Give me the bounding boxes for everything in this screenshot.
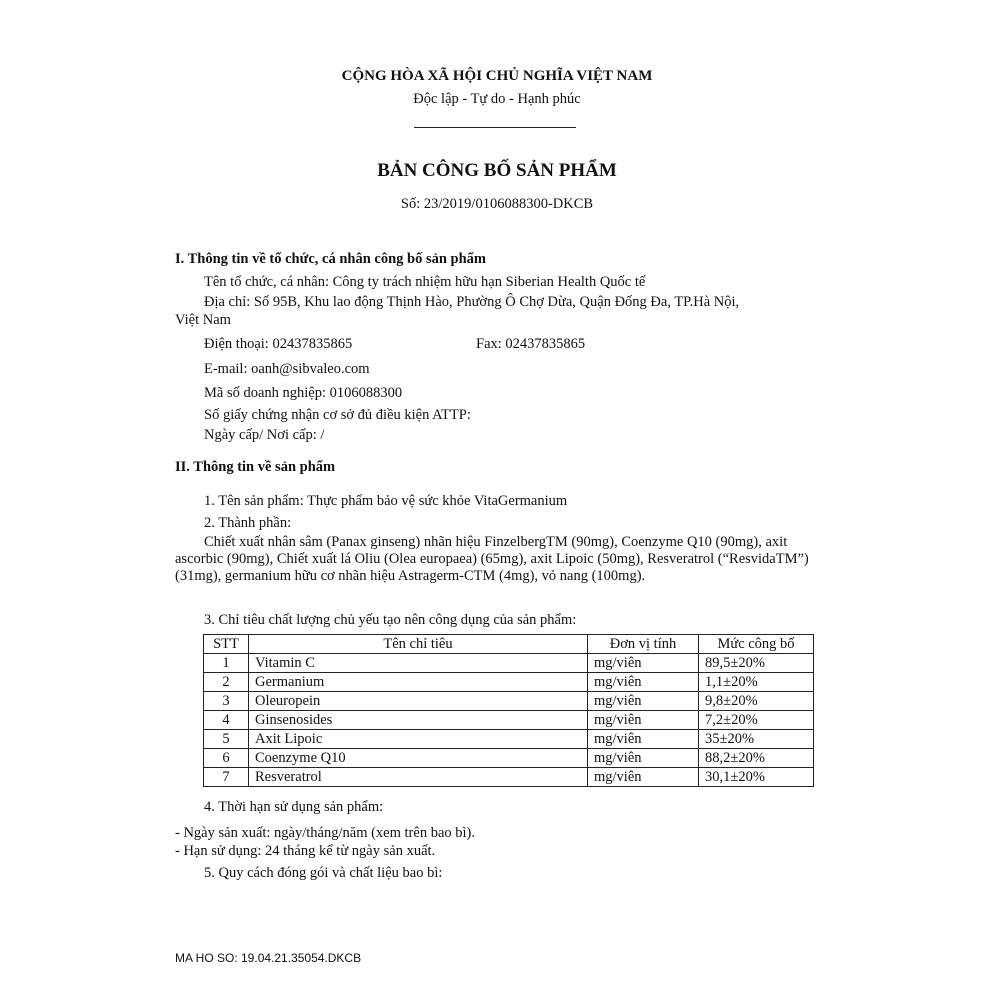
cell-unit: mg/viên [588,730,699,749]
cell-stt: 3 [204,692,249,711]
header-declared-value: Mức công bố [699,635,814,654]
section2-heading: II. Thông tin về sản phẩm [175,459,336,475]
cell-value: 89,5±20% [699,654,814,673]
cell-value: 7,2±20% [699,711,814,730]
cell-stt: 6 [204,749,249,768]
header-criterion: Tên chỉ tiêu [249,635,588,654]
table-row [204,768,814,787]
fax: Fax: 02437835865 [476,336,586,352]
phone: Điện thoại: 02437835865 [204,336,353,352]
document-title: BẢN CÔNG BỐ SẢN PHẨM [377,160,617,181]
cell-value: 30,1±20% [699,768,814,787]
cell-criterion: Axit Lipoic [249,730,588,749]
cell-value: 9,8±20% [699,692,814,711]
product-name: 1. Tên sản phẩm: Thực phẩm bảo vệ sức khỏe VitaGermanium [204,493,568,509]
cell-unit: mg/viên [588,654,699,673]
table-row [204,692,814,711]
expiry-period: - Hạn sử dụng: 24 tháng kể từ ngày sản xuất. [175,843,436,859]
section1-heading: I. Thông tin về tổ chức, cá nhân công bố sản phẩm [175,251,486,267]
issue-date-place: Ngày cấp/ Nơi cấp: / [204,427,325,443]
cell-criterion: Resveratrol [249,768,588,787]
cell-value: 35±20% [699,730,814,749]
cell-stt: 7 [204,768,249,787]
quality-table [203,634,814,787]
cell-criterion: Oleuropein [249,692,588,711]
national-motto: Độc lập - Tự do - Hạnh phúc [413,91,581,107]
cell-stt: 2 [204,673,249,692]
cell-criterion: Vitamin C [249,654,588,673]
cell-criterion: Coenzyme Q10 [249,749,588,768]
cell-stt: 4 [204,711,249,730]
quality-criteria-label: 3. Chỉ tiêu chất lượng chủ yếu tạo nên công dụng của sản phẩm: [204,612,577,628]
address-line-1: Địa chỉ: Số 95B, Khu lao động Thịnh Hào, Phường Ô Chợ Dừa, Quận Đống Đa, TP.Hà Nội, [204,294,740,310]
document-number: Số: 23/2019/0106088300-DKCB [400,196,594,212]
atp-certificate: Số giấy chứng nhận cơ sở đủ điều kiện ATTP: [204,407,471,423]
ingredients-label: 2. Thành phần: [204,515,292,531]
address-line-2: Việt Nam [175,312,231,328]
business-code: Mã số doanh nghiệp: 0106088300 [204,385,403,401]
email: E-mail: oanh@sibvaleo.com [204,361,370,377]
cell-stt: 1 [204,654,249,673]
cell-stt: 5 [204,730,249,749]
table-row [204,749,814,768]
cell-unit: mg/viên [588,749,699,768]
record-number: MA HO SO: 19.04.21.35054.DKCB [175,951,362,965]
cell-criterion: Germanium [249,673,588,692]
cell-criterion: Ginsenosides [249,711,588,730]
manufacture-date: - Ngày sản xuất: ngày/tháng/năm (xem trên bao bì). [175,825,475,841]
org-name: Tên tổ chức, cá nhân: Công ty trách nhiệm hữu hạn Siberian Health Quốc tế [204,274,646,290]
ingredients-text: Chiết xuất nhân sâm (Panax ginseng) nhãn hiệu FinzelbergTM (90mg), Coenzyme Q10 (90mg), axit ascorbic (90mg), Chiết xuất lá Oliu (Olea europaea) (65mg), axit Lipoic (50mg), Resveratrol (“ResvidaTM”) (31mg), germanium hữu cơ nhãn hiệu Astragerm-CTM (4mg), vỏ nang (100mg). [175,534,809,584]
cell-unit: mg/viên [588,768,699,787]
table-row [204,711,814,730]
table-row [204,730,814,749]
packaging-label: 5. Quy cách đóng gói và chất liệu bao bì: [204,865,443,881]
cell-unit: mg/viên [588,711,699,730]
header-stt: STT [204,635,249,654]
country-name: CỘNG HÒA XÃ HỘI CHỦ NGHĨA VIỆT NAM [341,68,653,84]
cell-value: 1,1±20% [699,673,814,692]
header-divider [414,127,576,128]
header-unit: Đơn vị tính [588,635,699,654]
cell-unit: mg/viên [588,692,699,711]
cell-unit: mg/viên [588,673,699,692]
table-row [204,654,814,673]
table-header-row [204,635,814,654]
table-row [204,673,814,692]
shelf-life-label: 4. Thời hạn sử dụng sản phẩm: [204,799,384,815]
cell-value: 88,2±20% [699,749,814,768]
